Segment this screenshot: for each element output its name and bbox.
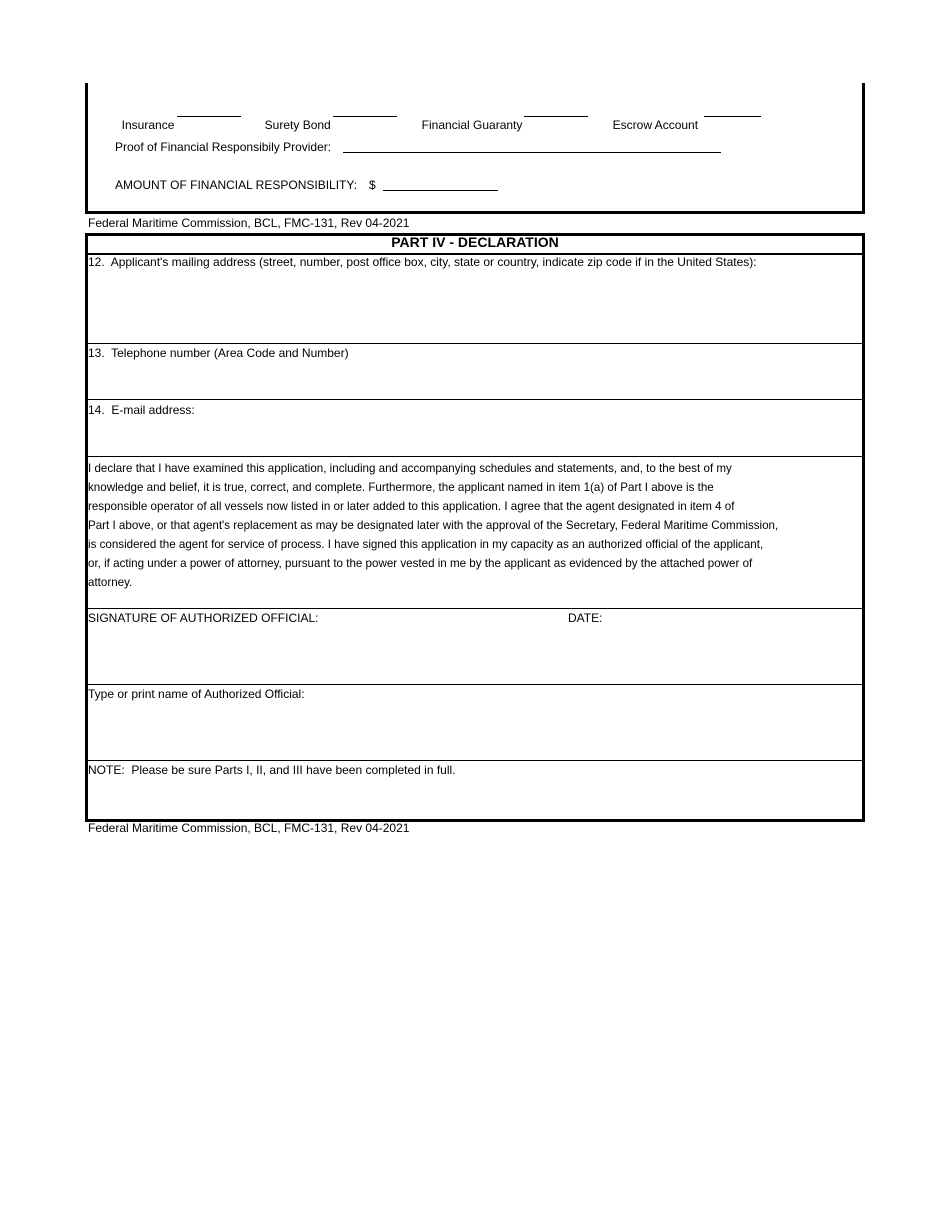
declaration-line: knowledge and belief, it is true, correct, and complete. Furthermore, the applicant named in item 1(a) of Part I above is the bbox=[88, 481, 714, 494]
divider-note bbox=[88, 760, 862, 761]
mailing-address-field[interactable] bbox=[88, 272, 862, 342]
amount-field[interactable] bbox=[383, 178, 498, 191]
print-name-label: Type or print name of Authorized Official: bbox=[88, 687, 305, 701]
declaration-line: I declare that I have examined this application, including and accompanying schedules and statements, and, to the best of my bbox=[88, 462, 732, 475]
print-name-field[interactable] bbox=[88, 703, 862, 758]
financial-guaranty-label: Financial Guaranty bbox=[421, 118, 523, 132]
divider-13 bbox=[88, 343, 862, 344]
form-footer-top: Federal Maritime Commission, BCL, FMC-131, Rev 04-2021 bbox=[88, 216, 410, 230]
insurance-label: Insurance bbox=[121, 118, 175, 132]
email-label: 14. E-mail address: bbox=[88, 403, 195, 417]
insurance-blank[interactable] bbox=[177, 104, 241, 117]
surety-bond-label: Surety Bond bbox=[264, 118, 331, 132]
divider-print-name bbox=[88, 684, 862, 685]
note-text: NOTE: Please be sure Parts I, II, and III have been completed in full. bbox=[88, 763, 456, 777]
mailing-address-label: 12. Applicant's mailing address (street, number, post office box, city, state or country, indicate zip code if in the United States): bbox=[88, 255, 757, 269]
part-iv-title: PART IV - DECLARATION bbox=[391, 234, 559, 250]
provider-label: Proof of Financial Responsibily Provider: bbox=[115, 140, 332, 154]
surety-bond-blank[interactable] bbox=[333, 104, 397, 117]
financial-guaranty-option bbox=[415, 104, 522, 132]
date-label: DATE: bbox=[568, 611, 603, 625]
declaration-line: is considered the agent for service of process. I have signed this application in my capacity as an authorized official of the applicant, bbox=[88, 538, 764, 551]
divider-14 bbox=[88, 399, 862, 400]
escrow-account-option bbox=[606, 104, 698, 132]
escrow-account-blank[interactable] bbox=[704, 104, 761, 117]
signature-field[interactable] bbox=[88, 627, 558, 682]
insurance-option bbox=[115, 104, 174, 132]
declaration-line: attorney. bbox=[88, 576, 133, 589]
amount-label: AMOUNT OF FINANCIAL RESPONSIBILITY: bbox=[115, 178, 358, 192]
declaration-line: Part I above, or that agent's replacement as may be designated later with the approval of the Secretary, Federal Maritime Commission, bbox=[88, 519, 779, 532]
signature-label: SIGNATURE OF AUTHORIZED OFFICIAL: bbox=[88, 611, 319, 625]
financial-guaranty-blank[interactable] bbox=[524, 104, 588, 117]
surety-bond-option bbox=[258, 104, 331, 132]
provider-field[interactable] bbox=[343, 140, 721, 153]
telephone-label: 13. Telephone number (Area Code and Number) bbox=[88, 346, 349, 360]
declaration-line: or, if acting under a power of attorney, pursuant to the power vested in me by the applicant as evidenced by the attached power of bbox=[88, 557, 753, 570]
form-footer-bottom: Federal Maritime Commission, BCL, FMC-131, Rev 04-2021 bbox=[88, 821, 410, 835]
declaration-line: responsible operator of all vessels now listed in or later added to this application. I agree that the agent designated in item 4 of bbox=[88, 500, 735, 513]
date-field[interactable] bbox=[568, 627, 858, 682]
email-field[interactable] bbox=[88, 419, 862, 455]
amount-currency: $ bbox=[369, 178, 376, 192]
telephone-field[interactable] bbox=[88, 362, 862, 398]
declaration-text bbox=[88, 459, 858, 592]
escrow-account-label: Escrow Account bbox=[612, 118, 699, 132]
divider-declaration bbox=[88, 456, 862, 457]
divider-signature bbox=[88, 608, 862, 609]
